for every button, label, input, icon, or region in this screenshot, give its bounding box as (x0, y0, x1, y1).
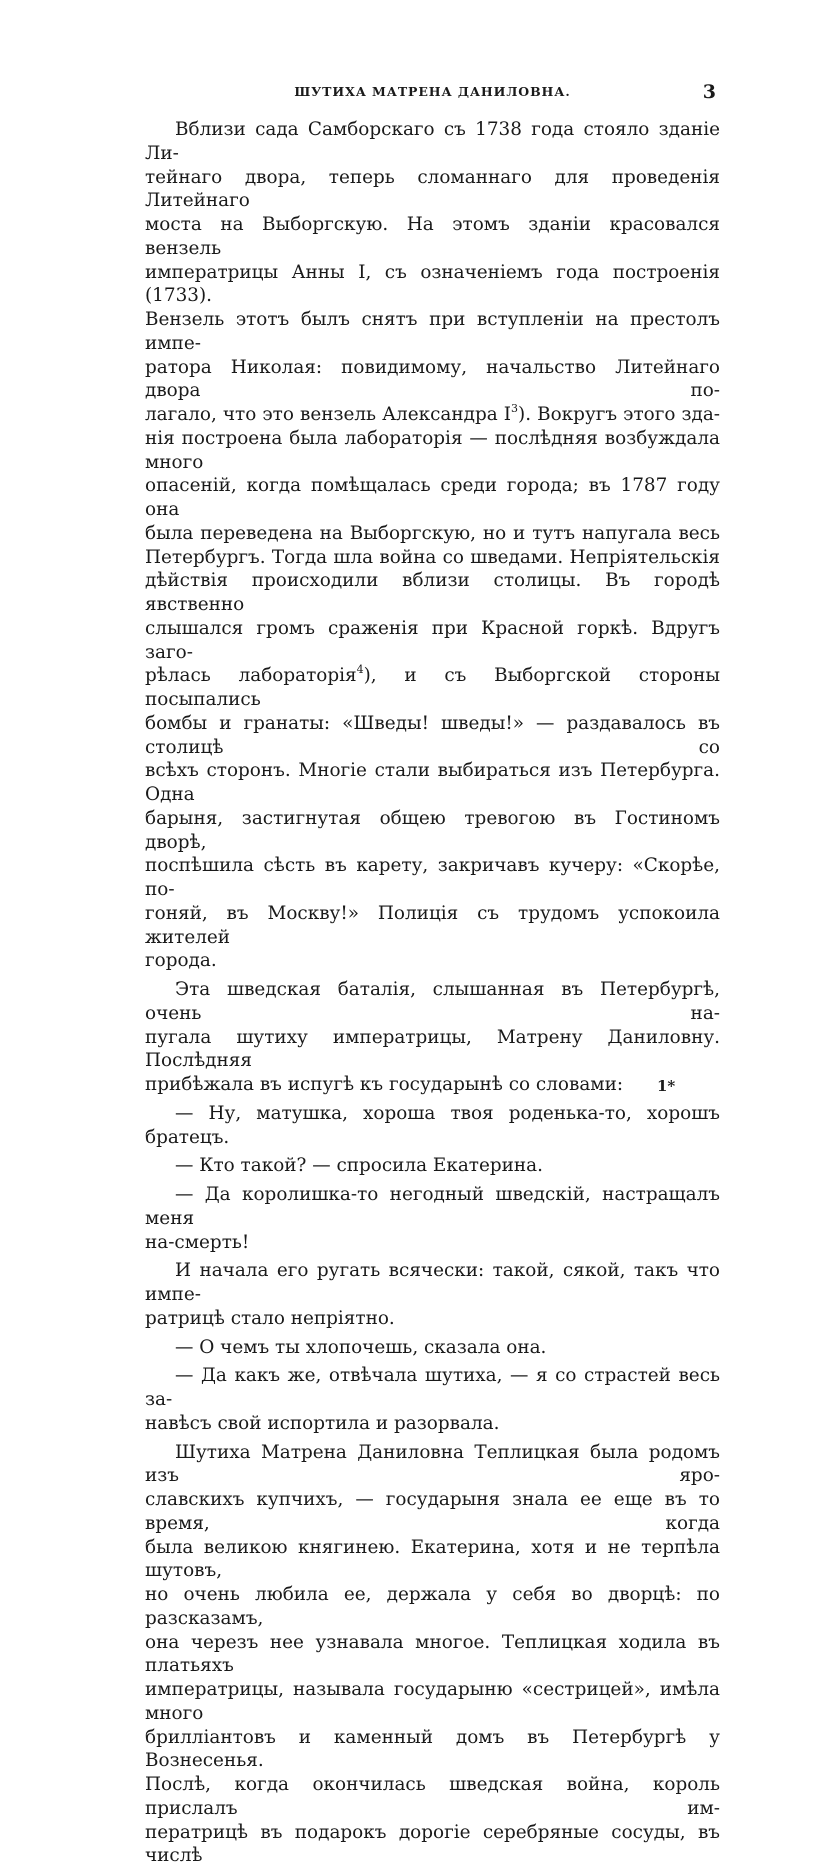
line-text: она черезъ нее узнавала многое. Теплицкая ходила въ платьяхъ (145, 1632, 720, 1677)
text-line (145, 166, 720, 214)
text-line (145, 427, 720, 475)
line-text: была переведена на Выборгскую, но и тутъ напугала весь (145, 523, 720, 544)
line-text: навѣсъ свой испортила и разорвала. (145, 1413, 499, 1434)
text-line (145, 213, 720, 261)
text-line (145, 261, 720, 309)
line-text-continued: ). Вокругъ этого зда- (518, 404, 720, 425)
text-line (145, 1412, 720, 1436)
line-text: бомбы и гранаты: «Шведы! шведы!» — раздавалось въ столицѣ со (145, 713, 720, 758)
text-line (145, 1336, 720, 1360)
line-text: была великою княгинею. Екатерина, хотя и не терпѣла шутовъ, (145, 1537, 720, 1582)
running-title: ШУТИХА МАТРЕНА ДАНИЛОВНА. (145, 84, 720, 99)
text-line (145, 854, 720, 902)
text-line (145, 759, 720, 807)
line-text: И начала его ругать всячески: такой, сякой, такъ что импе- (145, 1260, 720, 1305)
text-line (145, 546, 720, 570)
text-line (145, 1821, 720, 1868)
text-line (145, 1259, 720, 1307)
text-line (145, 902, 720, 950)
text-line (145, 1183, 720, 1231)
footnote-reference: 3 (511, 402, 518, 415)
line-text: — Да какъ же, отвѣчала шутиха, — я со страстей весь за- (145, 1365, 720, 1410)
line-text: гоняй, въ Москву!» Полиція съ трудомъ успокоила жителей (145, 903, 720, 948)
text-line (145, 1726, 720, 1774)
text-line (145, 1364, 720, 1412)
line-text: Вблизи сада Самборскаго съ 1738 года стояло зданіе Ли- (145, 119, 720, 164)
text-line (145, 356, 720, 404)
line-text: поспѣшила сѣсть въ карету, закричавъ кучеру: «Скорѣе, по- (145, 855, 720, 900)
text-line (145, 978, 720, 1026)
line-text: Петербургъ. Тогда шла война со шведами. Непріятельскія (145, 547, 720, 568)
text-line (145, 1026, 720, 1074)
text-line (145, 1441, 720, 1489)
text-line (145, 712, 720, 760)
text-line (145, 949, 720, 973)
page-number: 3 (703, 81, 716, 103)
line-text: нія построена была лабораторія — послѣдняя возбуждала много (145, 428, 720, 473)
line-text: барыня, застигнутая общею тревогою въ Гостиномъ дворѣ, (145, 808, 720, 853)
text-line (145, 522, 720, 546)
line-text: всѣхъ сторонъ. Многіе стали выбираться изъ Петербурга. Одна (145, 760, 720, 805)
line-text: ператрицѣ въ подарокъ дорогіе серебряные сосуды, въ числѣ (145, 1822, 720, 1867)
text-line (145, 1073, 720, 1097)
line-text: лагало, что это вензель Александра I (145, 404, 511, 425)
text-line (145, 308, 720, 356)
text-line (145, 664, 720, 712)
line-text: — Да королишка-то негодный шведскій, настращалъ меня (145, 1184, 720, 1229)
line-text: императрицы Анны I, съ означеніемъ года построенія (1733). (145, 262, 720, 307)
line-text: императрицы, называла государыню «сестрицей», имѣла много (145, 1679, 720, 1724)
text-line (145, 1773, 720, 1821)
text-line (145, 1102, 720, 1150)
text-line (145, 1488, 720, 1536)
line-text: — О чемъ ты хлопочешь, сказала она. (175, 1337, 546, 1358)
line-text: слышался громъ сраженія при Красной горкѣ. Вдругъ заго- (145, 618, 720, 663)
footnote-reference: 4 (357, 663, 364, 676)
line-text: прибѣжала въ испугѣ къ государынѣ со словами: (145, 1074, 623, 1095)
body-text (145, 118, 720, 1868)
line-text: славскихъ купчихъ, — государыня знала ее еще въ то время, когда (145, 1489, 720, 1534)
line-text: дѣйствія происходили вблизи столицы. Въ городѣ явственно (145, 570, 720, 615)
text-line (145, 118, 720, 166)
text-line (145, 1583, 720, 1631)
text-line (145, 569, 720, 617)
line-text: опасеній, когда помѣщалась среди города; въ 1787 году она (145, 475, 720, 520)
text-line (145, 807, 720, 855)
text-line (145, 617, 720, 665)
line-text: города. (145, 950, 217, 971)
text-line (145, 1154, 720, 1178)
text-line (145, 1307, 720, 1331)
line-text: Эта шведская баталія, слышанная въ Петербургѣ, очень на- (145, 979, 720, 1024)
line-text: ратрицѣ стало непріятно. (145, 1308, 395, 1329)
line-text: брилліантовъ и каменный домъ въ Петербургѣ у Вознесенья. (145, 1727, 720, 1772)
text-line (145, 1231, 720, 1255)
line-text-continued: ), и съ Выборгской стороны посыпались (145, 665, 720, 710)
text-line (145, 403, 720, 427)
line-text: Шутиха Матрена Даниловна Теплицкая была родомъ изъ яро- (145, 1442, 720, 1487)
text-line (145, 474, 720, 522)
text-line (145, 1631, 720, 1679)
line-text: Вензель этотъ былъ снятъ при вступленіи на престолъ импе- (145, 309, 720, 354)
line-text: — Кто такой? — спросила Екатерина. (175, 1155, 543, 1176)
line-text: моста на Выборгскую. На этомъ зданіи красовался вензель (145, 214, 720, 259)
line-text: но очень любила ее, держала у себя во дворцѣ: по разсказамъ, (145, 1584, 720, 1629)
line-text: рѣлась лабораторія (145, 665, 357, 686)
line-text: тейнаго двора, теперь сломаннаго для проведенія Литейнаго (145, 167, 720, 212)
text-line (145, 1678, 720, 1726)
line-text: на-смерть! (145, 1232, 249, 1253)
line-text: ратора Николая: повидимому, начальство Литейнаго двора по- (145, 357, 720, 402)
line-text: пугала шутиху императрицы, Матрену Даниловну. Послѣдняя (145, 1027, 720, 1072)
line-text: — Ну, матушка, хороша твоя роденька-то, хорошъ братецъ. (145, 1103, 720, 1148)
running-header (145, 84, 720, 106)
line-text: Послѣ, когда окончилась шведская война, король прислалъ им- (145, 1774, 720, 1819)
text-line (145, 1536, 720, 1584)
signature-mark: 1* (657, 1077, 675, 1095)
